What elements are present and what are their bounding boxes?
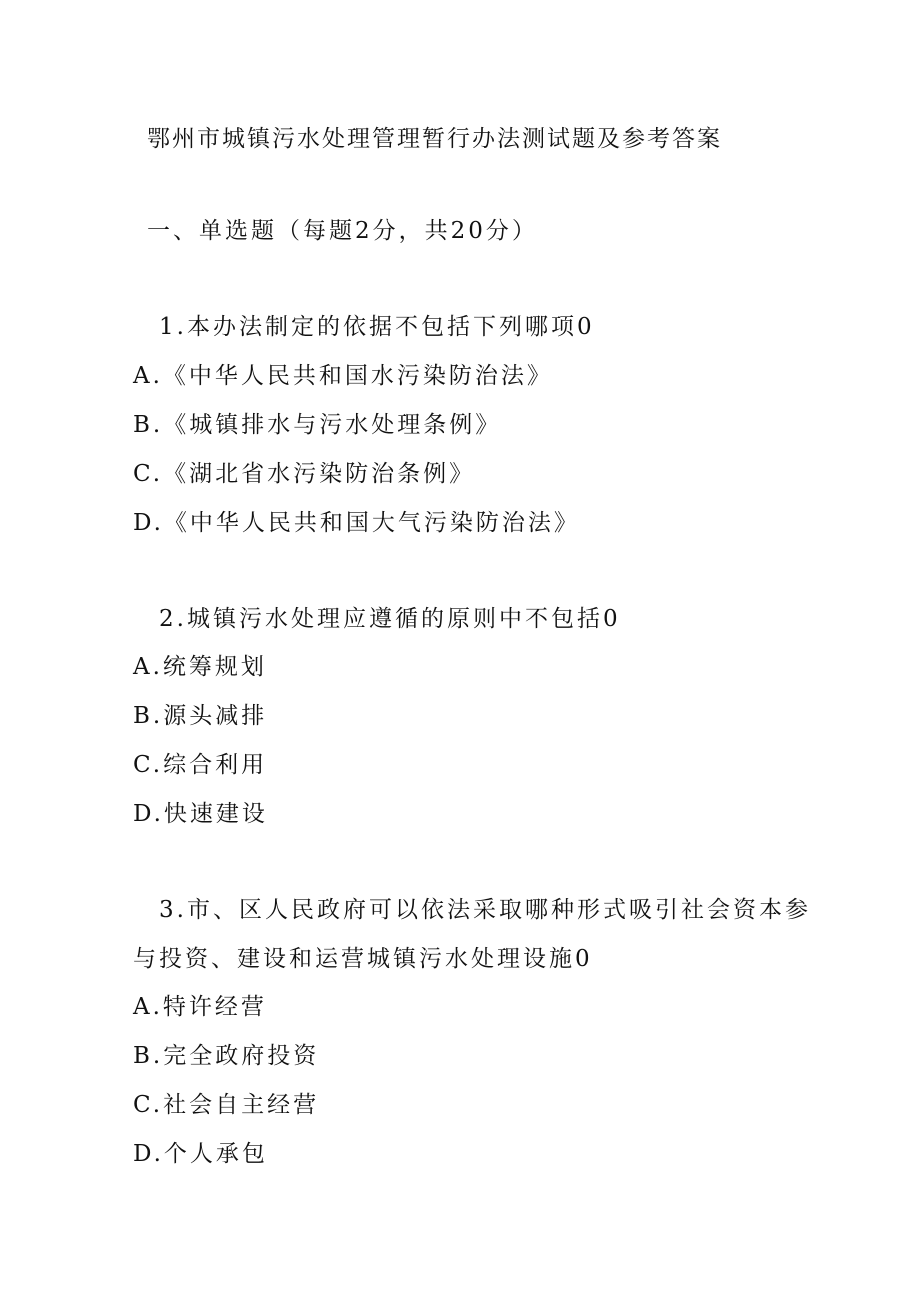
question-1-option-b: B.《城镇排水与污水处理条例》 [133, 412, 502, 438]
section-heading: 一、单选题（每题2分，共20分） [147, 218, 538, 244]
question-2-text: 2.城镇污水处理应遵循的原则中不包括0 [159, 606, 621, 632]
question-3-text-line-2: 与投资、建设和运营城镇污水处理设施0 [133, 946, 593, 972]
question-3-option-a: A.特许经营 [133, 994, 267, 1020]
question-1-text: 1.本办法制定的依据不包括下列哪项0 [159, 314, 595, 340]
question-3-option-b: B.完全政府投资 [133, 1043, 320, 1069]
question-3-option-c: C.社会自主经营 [133, 1092, 320, 1118]
question-1-option-c: C.《湖北省水污染防治条例》 [133, 461, 476, 487]
question-2-option-d: D.快速建设 [133, 801, 268, 827]
question-2-option-c: C.综合利用 [133, 752, 268, 778]
question-2-option-b: B.源头减排 [133, 703, 268, 729]
question-3-text-line-1: 3.市、区人民政府可以依法采取哪种形式吸引社会资本参 [159, 897, 811, 923]
question-1-option-d: D.《中华人民共和国大气污染防治法》 [133, 510, 580, 536]
question-2-option-a: A.统筹规划 [133, 654, 267, 680]
question-3-option-d: D.个人承包 [133, 1141, 268, 1167]
document-title: 鄂州市城镇污水处理管理暂行办法测试题及参考答案 [147, 126, 722, 152]
question-1-option-a: A.《中华人民共和国水污染防治法》 [133, 363, 553, 389]
